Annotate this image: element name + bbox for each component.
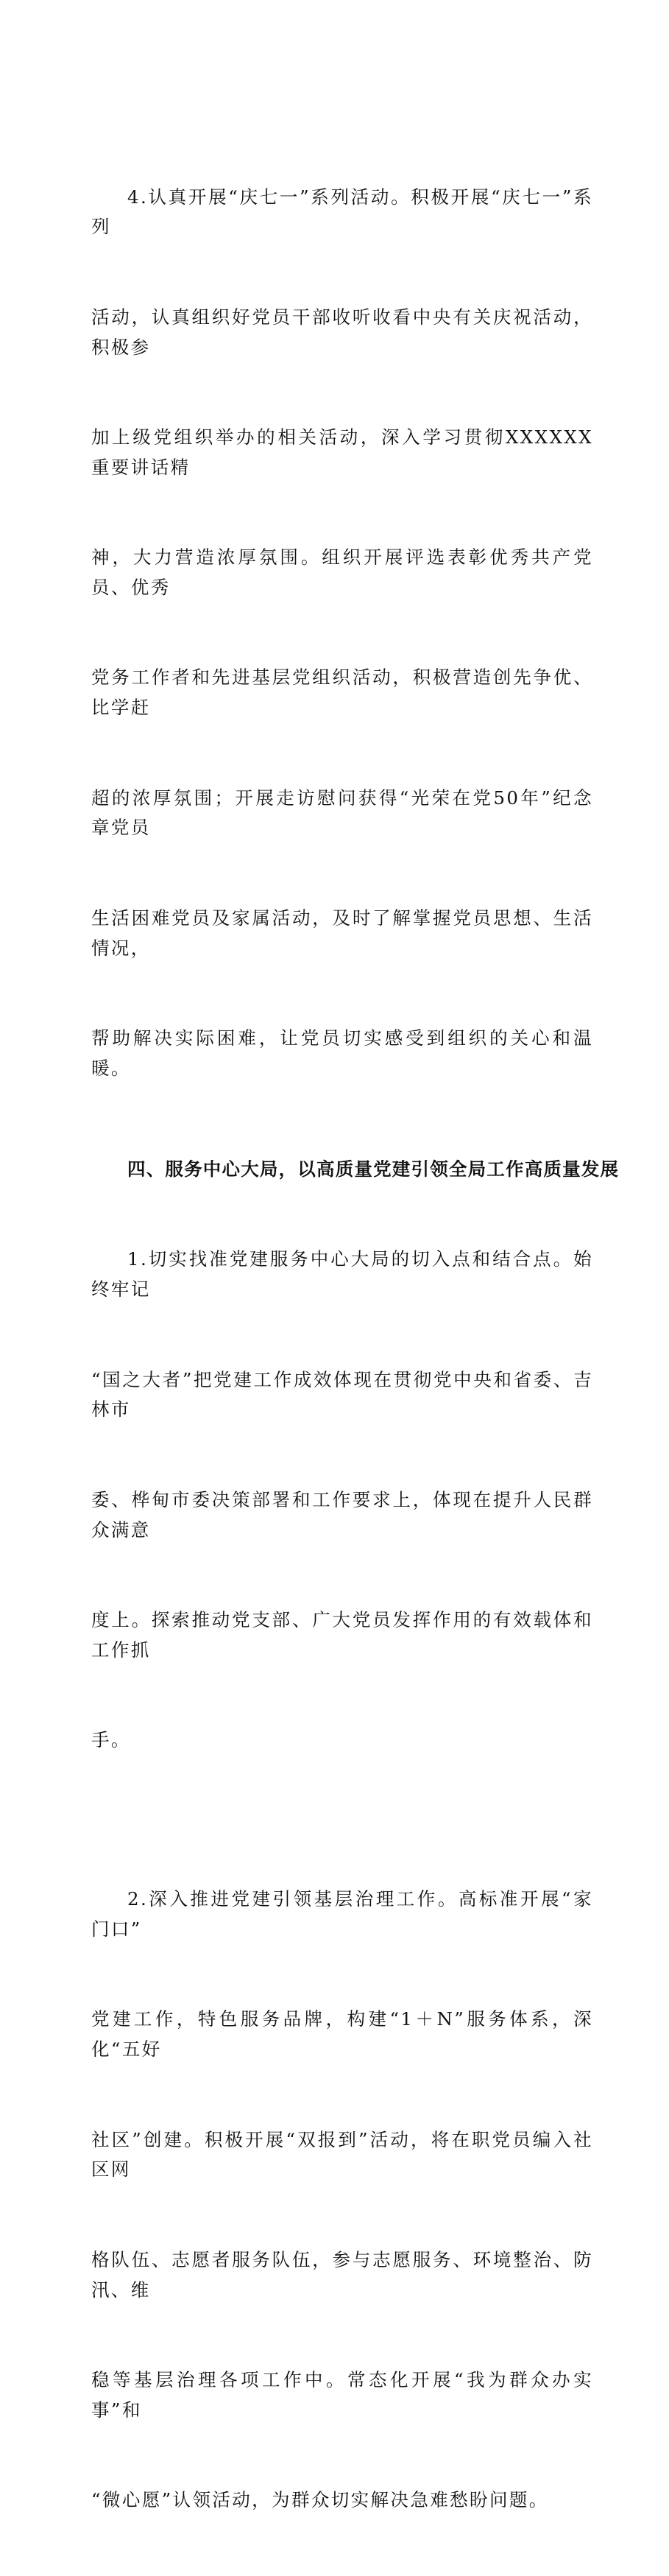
text-line: 手。 bbox=[91, 1729, 131, 1751]
section-heading-four bbox=[91, 1155, 620, 1185]
text-line: 生活困难党员及家属活动，及时了解掌握党员思想、生活情况， bbox=[91, 907, 593, 959]
heading-text: 四、服务中心大局，以高质量党建引领全局工作高质量发展 bbox=[127, 1158, 620, 1180]
text-line: 党务工作者和先进基层党组织活动，积极营造创先争优、比学赶 bbox=[91, 666, 593, 719]
text-line: 度上。探索推动党支部、广大党员发挥作用的有效载体和工作抓 bbox=[91, 1609, 593, 1661]
text-line: 格队伍、志愿者服务队伍，参与志愿服务、环境整治、防汛、维 bbox=[91, 2248, 593, 2301]
text-line: 活动，认真组织好党员干部收听收看中央有关庆祝活动，积极参 bbox=[91, 306, 593, 358]
paragraph-grassroots-governance bbox=[91, 1825, 593, 2576]
text-line: 社区”创建。积极开展“双报到”活动，将在职党员编入社区网 bbox=[91, 2128, 593, 2181]
text-line: 委、桦甸市委决策部署和工作要求上，体现在提升人民群众满意 bbox=[91, 1488, 593, 1541]
text-line: 超的浓厚氛围；开展走访慰问获得“光荣在党50年”纪念章党员 bbox=[91, 786, 593, 839]
text-line: 1.切实找准党建服务中心大局的切入点和结合点。始终牢记 bbox=[91, 1248, 593, 1301]
text-line: “国之大者”把党建工作成效体现在贯彻党中央和省委、吉林市 bbox=[91, 1368, 593, 1421]
text-line: 神，大力营造浓厚氛围。组织开展评选表彰优秀共产党员、优秀 bbox=[91, 546, 593, 598]
text-line: 稳等基层治理各项工作中。常态化开展“我为群众办实事”和 bbox=[91, 2368, 593, 2421]
text-line: 2.深入推进党建引领基层治理工作。高标准开展“家门口” bbox=[91, 1888, 593, 1940]
paragraph-celebrate-july-first bbox=[91, 122, 593, 1144]
text-line: 帮助解决实际困难，让党员切实感受到组织的关心和温暖。 bbox=[91, 1027, 593, 1079]
text-line: 党建工作，特色服务品牌，构建“1＋N”服务体系，深化“五好 bbox=[91, 2008, 593, 2061]
text-line: 加上级党组织举办的相关活动，深入学习贯彻XXXXXX重要讲话精 bbox=[91, 426, 593, 478]
text-line: 4.认真开展“庆七一”系列活动。积极开展“庆七一”系列 bbox=[91, 186, 593, 238]
text-line: “微心愿”认领活动，为群众切实解决急难愁盼问题。 bbox=[91, 2489, 549, 2511]
paragraph-service-center bbox=[91, 1185, 593, 1816]
document-body bbox=[91, 122, 620, 2576]
